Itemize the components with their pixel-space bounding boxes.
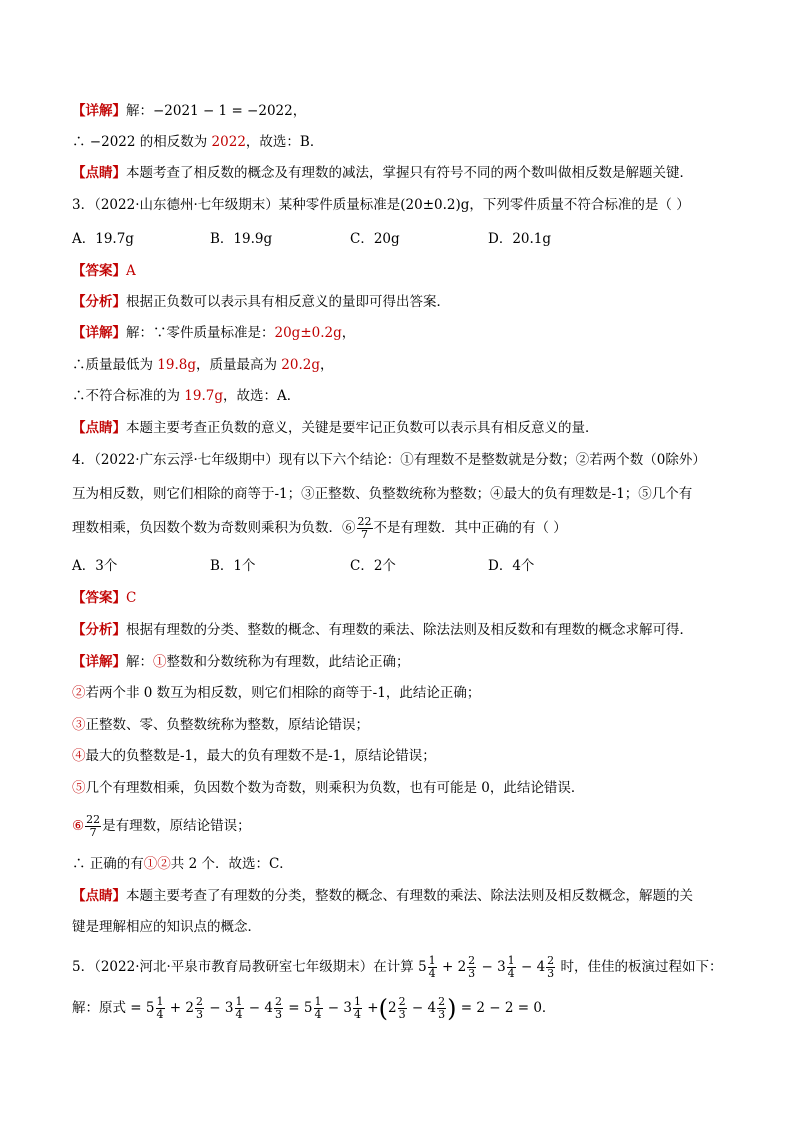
answer-tag: 【答案】 bbox=[72, 590, 126, 606]
detail-tag: 【详解】 bbox=[72, 654, 126, 670]
math-expression bbox=[418, 954, 560, 980]
whole-part: 3 bbox=[497, 959, 506, 975]
q3-analysis bbox=[72, 292, 724, 312]
detail-text: 最大的负整数是-1，最大的负有理数不是-1，原结论错误； bbox=[85, 748, 436, 764]
q4-option-c: C．2个 bbox=[350, 558, 396, 574]
fraction-numerator: 22 bbox=[357, 515, 372, 528]
detail-text: 几个有理数相乘，负因数个数为奇数，则乘积为负数，也有可能是 0，此结论错误． bbox=[85, 780, 585, 796]
q4-analysis bbox=[72, 620, 724, 640]
whole-part: 5 bbox=[418, 959, 427, 975]
whole-part: 4 bbox=[427, 1000, 437, 1016]
detail-text: 解：∵零件质量标准是： bbox=[126, 325, 275, 341]
q3-answer bbox=[72, 261, 724, 281]
q4-stem-3 bbox=[72, 516, 724, 541]
fraction-numerator: 2 bbox=[468, 954, 476, 967]
detail-text: 整数和分数统称为有理数，此结论正确； bbox=[166, 654, 410, 670]
detail-tag: 【详解】 bbox=[72, 103, 126, 119]
q5-solution bbox=[72, 996, 724, 1021]
analysis-text: 根据有理数的分类、整数的概念、有理数的乘法、除法法则及相反数和有理数的概念求解可得． bbox=[126, 622, 693, 638]
operator: − bbox=[481, 959, 493, 975]
q4-option-a: A．3个 bbox=[72, 558, 118, 574]
line-point-1 bbox=[72, 163, 724, 183]
q4-detail-6 bbox=[72, 814, 724, 839]
stem-text: 不是有理数．其中正确的有（ ） bbox=[373, 520, 567, 536]
circled-number: ⑥ bbox=[72, 818, 85, 834]
highlight-value: 20.2g bbox=[281, 357, 320, 373]
q4-detail-1 bbox=[72, 652, 724, 672]
operator: − bbox=[520, 959, 533, 975]
analysis-text: 根据正负数可以表示具有相反意义的量即可得出答案． bbox=[126, 294, 450, 310]
highlight-value: 19.8g bbox=[157, 357, 196, 373]
point-tag: 【点睛】 bbox=[72, 888, 126, 904]
fraction-denominator: 4 bbox=[354, 1008, 361, 1021]
fraction bbox=[353, 996, 362, 1021]
detail-text: 解：−2021 − 1 = −2022， bbox=[126, 103, 307, 119]
fraction-denominator: 4 bbox=[507, 967, 515, 980]
fraction-denominator: 4 bbox=[235, 1008, 243, 1021]
detail-text: ∴质量最低为 bbox=[72, 357, 158, 373]
detail-text: 若两个非 0 数互为相反数，则它们相除的商等于-1，此结论正确； bbox=[85, 685, 481, 701]
q4-stem-2: 互为相反数，则它们相除的商等于-1；③正整数、负整数统称为整数；④最大的负有理数是-1；⑤几个有 bbox=[72, 486, 693, 502]
operator: + bbox=[441, 959, 454, 975]
fraction-numerator: 2 bbox=[398, 995, 406, 1008]
fraction bbox=[398, 996, 407, 1021]
fraction bbox=[467, 955, 476, 980]
q3-detail-3 bbox=[72, 386, 724, 406]
fraction bbox=[314, 996, 323, 1021]
detail-text: ∴不符合标准的为 bbox=[72, 388, 185, 404]
fraction-denominator: 3 bbox=[468, 967, 476, 980]
detail-text: 正整数、零、负整数统称为整数，原结论错误； bbox=[85, 717, 369, 733]
answer-value: C bbox=[126, 590, 137, 606]
fraction bbox=[428, 955, 437, 980]
point-tag: 【点睛】 bbox=[72, 420, 126, 436]
q4-point-2: 键是理解相应的知识点的概念． bbox=[72, 919, 261, 935]
stem-text: 理数相乘，负因数个数为奇数则乘积为负数．⑥ bbox=[72, 520, 356, 536]
detail-text: 共 2 个．故选：C． bbox=[170, 856, 293, 872]
whole-part: 3 bbox=[343, 1000, 352, 1016]
solution-text: 解：原式 = bbox=[72, 1000, 142, 1016]
operator: + bbox=[367, 1000, 379, 1016]
q3-stem: 3．（2022·山东德州·七年级期末）某种零件质量标准是(20±0.2)g，下列零件质量不符合标准的是（ ） bbox=[72, 197, 690, 213]
detail-text: ，故选：A． bbox=[223, 388, 301, 404]
circled-number: ①② bbox=[143, 856, 171, 872]
q5-stem bbox=[72, 955, 724, 980]
q3-option-c: C．20g bbox=[350, 231, 400, 247]
fraction-denominator: 3 bbox=[547, 967, 555, 980]
fraction-numerator: 22 bbox=[86, 813, 101, 826]
q3-point bbox=[72, 418, 724, 438]
fraction bbox=[156, 996, 165, 1021]
q3-option-a: A．19.7g bbox=[72, 231, 134, 247]
detail-text: ，质量最高为 bbox=[196, 357, 282, 373]
fraction-numerator: 1 bbox=[235, 995, 243, 1008]
detail-text: 解： bbox=[126, 654, 153, 670]
fraction-numerator: 2 bbox=[438, 995, 446, 1008]
fraction-numerator: 1 bbox=[354, 995, 361, 1008]
q4-option-d: D．4个 bbox=[488, 558, 535, 574]
fraction-22-7 bbox=[85, 814, 101, 839]
operator: − bbox=[248, 1000, 261, 1016]
operator: + bbox=[169, 1000, 182, 1016]
point-text: 本题主要考查了有理数的分类，整数的概念、有理数的乘法、除法法则及相反数概念，解题的关 bbox=[126, 888, 693, 904]
fraction-22-7 bbox=[357, 516, 373, 541]
fraction-numerator: 1 bbox=[507, 954, 515, 967]
fraction-denominator: 4 bbox=[314, 1008, 322, 1021]
fraction bbox=[437, 996, 446, 1021]
highlight-value: 19.7g bbox=[184, 388, 223, 404]
fraction-denominator: 3 bbox=[275, 1008, 282, 1021]
detail-text: ， bbox=[320, 357, 334, 373]
q4-option-b: B．1个 bbox=[210, 558, 256, 574]
q4-point-1 bbox=[72, 886, 724, 906]
point-tag: 【点睛】 bbox=[72, 165, 126, 181]
answer-value: A bbox=[126, 263, 136, 279]
highlight-value: 20g±0.2g bbox=[274, 325, 342, 341]
circled-number: ④ bbox=[72, 748, 86, 764]
fraction-numerator: 2 bbox=[547, 954, 555, 967]
fraction-denominator: 7 bbox=[89, 826, 97, 839]
detail-tag: 【详解】 bbox=[72, 325, 126, 341]
left-paren: ( bbox=[378, 994, 388, 1023]
analysis-tag: 【分析】 bbox=[72, 294, 126, 310]
circled-number: ⑤ bbox=[72, 780, 86, 796]
fraction-denominator: 3 bbox=[438, 1008, 446, 1021]
q4-detail-2 bbox=[72, 683, 724, 703]
q4-stem-1: 4．（2022·广东云浮·七年级期中）现有以下六个结论：①有理数不是整数就是分数；②若两个数（0除外） bbox=[72, 452, 706, 468]
whole-part: 5 bbox=[303, 1000, 313, 1016]
point-text: 本题考查了相反数的概念及有理数的减法，掌握只有符号不同的两个数叫做相反数是解题关键． bbox=[126, 165, 693, 181]
fraction bbox=[195, 996, 204, 1021]
whole-part: 2 bbox=[457, 959, 467, 975]
fraction bbox=[507, 955, 516, 980]
q4-answer bbox=[72, 588, 724, 608]
fraction-denominator: 7 bbox=[361, 528, 368, 541]
detail-text: ，故选：B． bbox=[245, 134, 324, 150]
stem-text: 时，佳佳的板演过程如下： bbox=[560, 959, 723, 975]
circled-number: ③ bbox=[72, 717, 86, 733]
operator: − bbox=[327, 1000, 340, 1016]
highlight-value: 2022 bbox=[211, 134, 246, 150]
result-text: = 2 − 2 = 0． bbox=[460, 1000, 556, 1016]
point-text: 本题主要考查正负数的意义，关键是要牢记正负数可以表示具有相反意义的量． bbox=[126, 420, 599, 436]
fraction-numerator: 1 bbox=[428, 954, 436, 967]
analysis-tag: 【分析】 bbox=[72, 622, 126, 638]
q3-detail-1 bbox=[72, 323, 724, 343]
q3-option-d: D．20.1g bbox=[488, 231, 552, 247]
whole-part: 2 bbox=[185, 1000, 194, 1016]
fraction-denominator: 4 bbox=[428, 967, 436, 980]
fraction-denominator: 4 bbox=[156, 1008, 164, 1021]
fraction bbox=[274, 996, 283, 1021]
whole-part: 4 bbox=[264, 1000, 273, 1016]
fraction bbox=[546, 955, 555, 980]
whole-part: 3 bbox=[224, 1000, 234, 1016]
operator: − bbox=[411, 1000, 424, 1016]
q3-detail-2 bbox=[72, 355, 724, 375]
q4-detail-4 bbox=[72, 746, 724, 766]
whole-part: 5 bbox=[145, 1000, 155, 1016]
fraction-numerator: 1 bbox=[314, 995, 322, 1008]
whole-part: 2 bbox=[387, 1000, 397, 1016]
q4-detail-3 bbox=[72, 715, 724, 735]
detail-text: 是有理数，原结论错误； bbox=[102, 818, 251, 834]
answer-tag: 【答案】 bbox=[72, 263, 126, 279]
detail-text: ∴ 正确的有 bbox=[72, 856, 144, 872]
fraction-numerator: 2 bbox=[275, 995, 282, 1008]
q4-detail-7 bbox=[72, 854, 724, 874]
stem-text: 5．（2022·河北·平泉市教育局教研室七年级期末）在计算 bbox=[72, 959, 414, 975]
q3-option-b: B．19.9g bbox=[210, 231, 273, 247]
circled-number: ① bbox=[153, 654, 167, 670]
fraction-numerator: 2 bbox=[196, 995, 203, 1008]
fraction-denominator: 3 bbox=[398, 1008, 406, 1021]
line-detail-1 bbox=[72, 101, 724, 121]
operator: − bbox=[209, 1000, 221, 1016]
whole-part: 4 bbox=[536, 959, 546, 975]
circled-number: ② bbox=[72, 685, 86, 701]
q4-detail-5 bbox=[72, 778, 724, 798]
fraction-denominator: 3 bbox=[196, 1008, 203, 1021]
detail-text: ∴ −2022 的相反数为 bbox=[72, 134, 212, 150]
line-detail-2 bbox=[72, 132, 724, 152]
fraction bbox=[235, 996, 244, 1021]
operator: = bbox=[288, 1000, 300, 1016]
detail-text: ， bbox=[341, 325, 356, 341]
fraction-numerator: 1 bbox=[156, 995, 164, 1008]
right-paren: ) bbox=[447, 994, 457, 1023]
